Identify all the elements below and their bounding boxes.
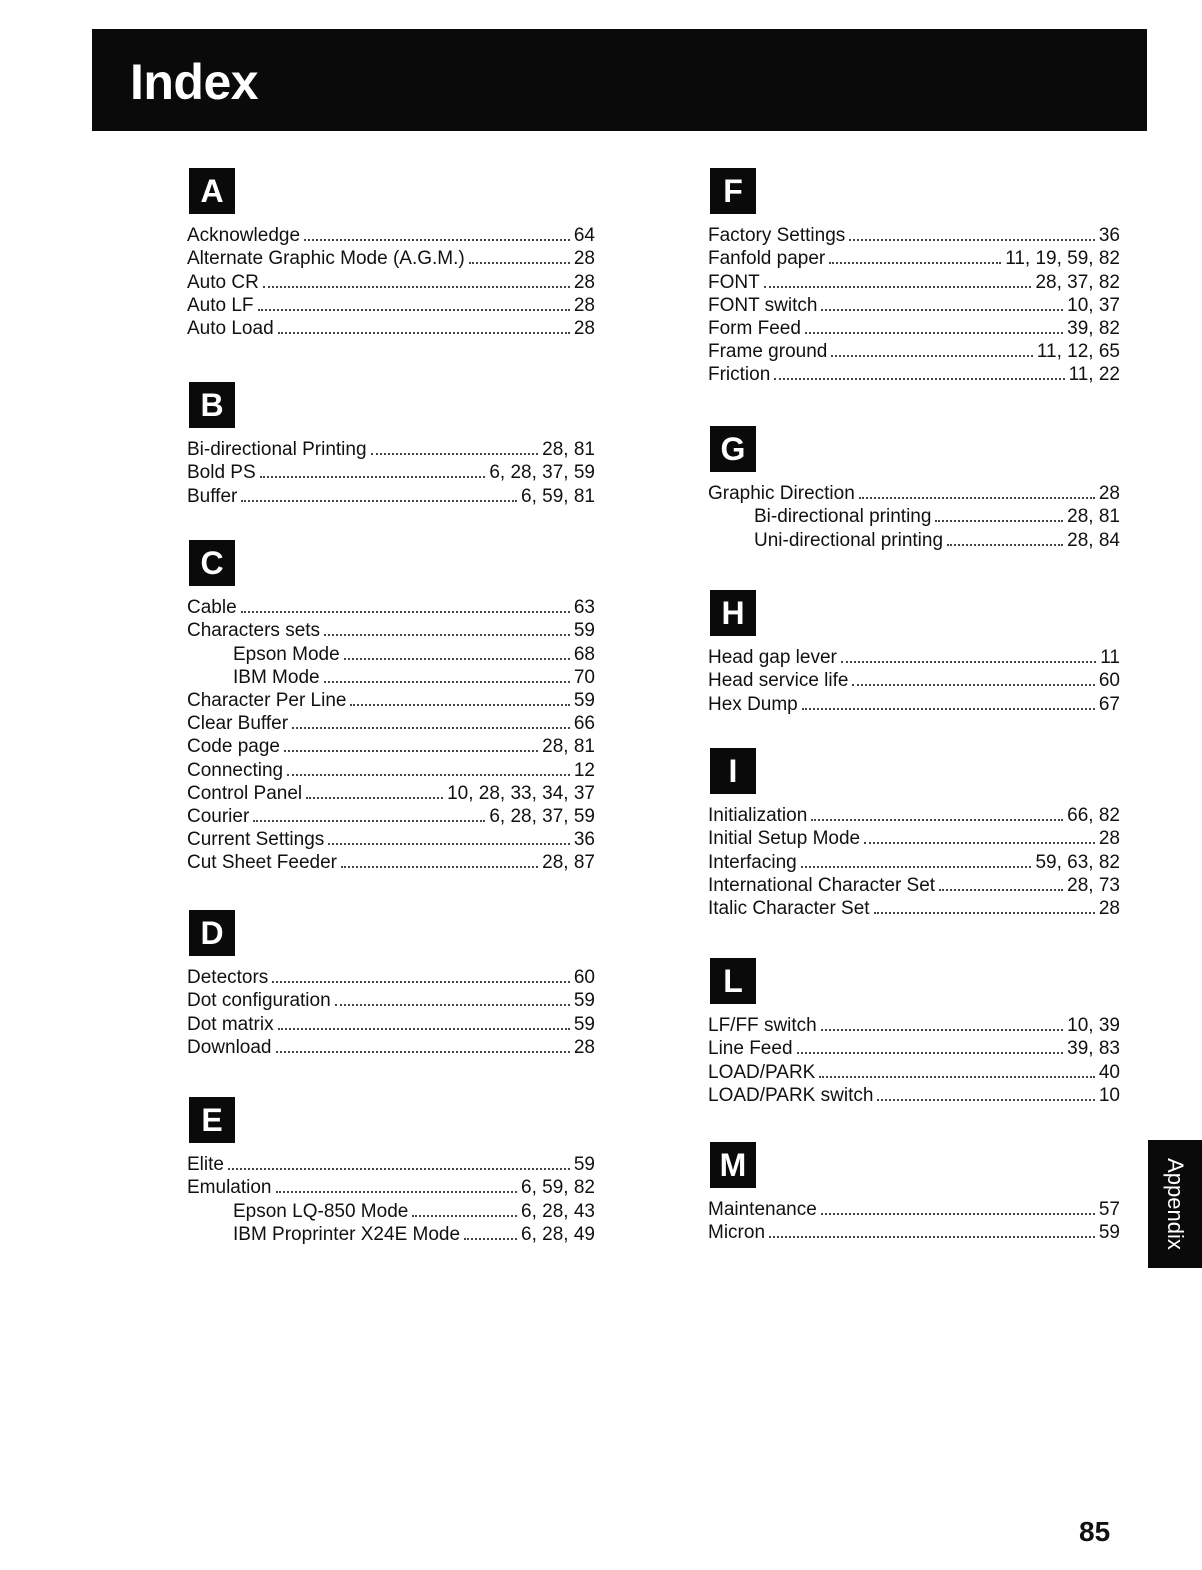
entry-pages: 6, 28, 43 (521, 1200, 595, 1222)
entry-label: LOAD/PARK (708, 1061, 816, 1083)
dot-leader (469, 262, 570, 264)
entry-label: Download (187, 1036, 272, 1058)
index-entry (708, 1014, 1120, 1037)
dot-leader (341, 866, 538, 868)
index-entry (708, 363, 1120, 386)
dot-leader (831, 355, 1033, 357)
entry-pages: 28 (1098, 483, 1120, 505)
entry-label: International Character Set (708, 874, 936, 896)
dot-leader (841, 661, 1096, 663)
entry-pages: 28 (1098, 828, 1120, 850)
index-entry (708, 340, 1120, 363)
entry-pages: 66, 82 (1067, 805, 1120, 827)
entry-label: Fanfold paper (708, 248, 826, 270)
index-entry (187, 596, 595, 619)
section-letter: C (189, 540, 235, 586)
dot-leader (228, 1168, 570, 1170)
index-entry-list (187, 596, 595, 874)
entry-label: Epson Mode (233, 643, 340, 665)
entry-label: IBM Proprinter X24E Mode (233, 1223, 461, 1245)
dot-leader (350, 704, 569, 706)
entry-label: Dot configuration (187, 990, 331, 1012)
dot-leader (939, 889, 1063, 891)
index-entry (708, 317, 1120, 340)
index-section-h (708, 590, 1120, 716)
dot-leader (324, 681, 570, 683)
index-entry (708, 247, 1120, 270)
entry-pages: 70 (573, 666, 595, 688)
dot-leader (278, 332, 570, 334)
dot-leader (864, 842, 1095, 844)
index-entry-list (187, 1153, 595, 1246)
entry-label: Graphic Direction (708, 483, 855, 505)
dot-leader (260, 476, 486, 478)
index-section-e (187, 1097, 595, 1246)
index-entry (708, 1084, 1120, 1107)
index-section-b (187, 382, 595, 508)
index-entry (187, 1036, 595, 1059)
entry-label: FONT switch (708, 294, 818, 316)
index-section-l (708, 958, 1120, 1107)
entry-label: Elite (187, 1154, 224, 1176)
entry-pages: 12 (573, 759, 595, 781)
dot-leader (328, 843, 570, 845)
index-entry (187, 224, 595, 247)
section-letter: D (189, 910, 235, 956)
entry-pages: 28, 81 (1067, 506, 1120, 528)
entry-label: IBM Mode (233, 666, 320, 688)
dot-leader (947, 544, 1063, 546)
entry-pages: 11, 19, 59, 82 (1005, 248, 1120, 270)
dot-leader (874, 912, 1095, 914)
entry-label: Micron (708, 1222, 766, 1244)
entry-pages: 28, 81 (542, 736, 595, 758)
entry-pages: 67 (1098, 693, 1120, 715)
entry-pages: 28 (573, 248, 595, 270)
dot-leader (935, 520, 1063, 522)
index-entry (187, 642, 595, 665)
dot-leader (464, 1238, 517, 1240)
index-section-a (187, 168, 595, 340)
index-entry (708, 1037, 1120, 1060)
entry-label: Initial Setup Mode (708, 828, 861, 850)
dot-leader (852, 684, 1094, 686)
index-entry-list (708, 646, 1120, 716)
entry-pages: 36 (573, 829, 595, 851)
index-section-i (708, 748, 1120, 920)
entry-label: Bi-directional printing (754, 506, 932, 528)
entry-label: Hex Dump (708, 693, 798, 715)
dot-leader (278, 1028, 570, 1030)
entry-pages: 59 (573, 990, 595, 1012)
dot-leader (805, 332, 1063, 334)
index-section-m (708, 1142, 1120, 1244)
index-entry (708, 669, 1120, 692)
index-entry (187, 484, 595, 507)
dot-leader (276, 1051, 570, 1053)
entry-label: Characters sets (187, 620, 321, 642)
dot-leader (801, 866, 1032, 868)
entry-label: Uni-directional printing (754, 529, 944, 551)
index-entry-list (187, 438, 595, 508)
entry-pages: 6, 28, 37, 59 (489, 805, 595, 827)
dot-leader (272, 981, 570, 983)
entry-pages: 40 (1098, 1061, 1120, 1083)
entry-label: Italic Character Set (708, 897, 870, 919)
entry-label: Current Settings (187, 829, 325, 851)
entry-label: Friction (708, 364, 771, 386)
entry-pages: 57 (1098, 1199, 1120, 1221)
index-entry (708, 874, 1120, 897)
index-entry (187, 461, 595, 484)
page-number: 85 (1079, 1516, 1111, 1547)
index-entry-list (708, 224, 1120, 386)
dot-leader (287, 774, 570, 776)
entry-pages: 59 (1098, 1222, 1120, 1244)
entry-label: Cut Sheet Feeder (187, 852, 337, 874)
section-letter: H (710, 590, 756, 636)
dot-leader (304, 239, 570, 241)
entry-label: Emulation (187, 1177, 272, 1199)
index-entry (187, 619, 595, 642)
dot-leader (263, 286, 570, 288)
entry-pages: 59 (573, 1154, 595, 1176)
side-tab-label: Appendix (1163, 1158, 1188, 1250)
index-entry (187, 689, 595, 712)
index-entry (708, 294, 1120, 317)
section-letter: B (189, 382, 235, 428)
index-entry-list (187, 224, 595, 340)
entry-pages: 10 (1098, 1084, 1120, 1106)
entry-label: Epson LQ-850 Mode (233, 1200, 409, 1222)
index-entry-list (708, 1014, 1120, 1107)
index-entry (187, 851, 595, 874)
dot-leader (335, 1004, 570, 1006)
dot-leader (253, 820, 485, 822)
entry-pages: 28, 73 (1067, 874, 1120, 896)
entry-label: Cable (187, 597, 237, 619)
entry-pages: 6, 59, 82 (521, 1177, 595, 1199)
index-entry (187, 294, 595, 317)
entry-pages: 59 (573, 689, 595, 711)
index-entry-list (187, 966, 595, 1059)
entry-pages: 28, 87 (542, 852, 595, 874)
index-entry (187, 712, 595, 735)
index-entry (187, 966, 595, 989)
dot-leader (849, 239, 1095, 241)
dot-leader (811, 819, 1063, 821)
index-entry (708, 1198, 1120, 1221)
index-entry (187, 666, 595, 689)
entry-pages: 28, 37, 82 (1035, 271, 1120, 293)
index-entry (708, 646, 1120, 669)
entry-label: Bi-directional Printing (187, 439, 367, 461)
index-entry (187, 758, 595, 781)
entry-label: Alternate Graphic Mode (A.G.M.) (187, 248, 465, 270)
entry-pages: 10, 37 (1067, 294, 1120, 316)
entry-label: Initialization (708, 805, 808, 827)
section-letter: M (710, 1142, 756, 1188)
index-entry (187, 735, 595, 758)
entry-pages: 59 (573, 620, 595, 642)
entry-pages: 63 (573, 597, 595, 619)
index-entry (187, 1176, 595, 1199)
entry-pages: 59 (573, 1013, 595, 1035)
dot-leader (764, 286, 1032, 288)
entry-label: Code page (187, 736, 280, 758)
entry-pages: 28 (573, 271, 595, 293)
index-entry (187, 1153, 595, 1176)
entry-label: Line Feed (708, 1038, 793, 1060)
index-entry-list (708, 1198, 1120, 1244)
index-entry (708, 1221, 1120, 1244)
entry-label: Auto LF (187, 294, 254, 316)
dot-leader (774, 378, 1064, 380)
entry-pages: 28 (1098, 897, 1120, 919)
entry-pages: 11 (1100, 647, 1120, 669)
entry-label: Frame ground (708, 341, 828, 363)
dot-leader (306, 797, 443, 799)
entry-pages: 60 (573, 967, 595, 989)
index-entry (708, 827, 1120, 850)
dot-leader (821, 1213, 1095, 1215)
dot-leader (802, 708, 1095, 710)
entry-label: Form Feed (708, 317, 801, 339)
entry-label: Head gap lever (708, 647, 837, 669)
section-letter: L (710, 958, 756, 1004)
dot-leader (821, 309, 1063, 311)
index-entry (708, 505, 1120, 528)
entry-pages: 11, 12, 65 (1036, 341, 1120, 363)
dot-leader (877, 1099, 1094, 1101)
dot-leader (769, 1236, 1095, 1238)
entry-pages: 28, 81 (542, 439, 595, 461)
dot-leader (292, 727, 570, 729)
entry-label: LF/FF switch (708, 1015, 817, 1037)
dot-leader (276, 1191, 518, 1193)
entry-label: Connecting (187, 759, 284, 781)
index-entry (187, 828, 595, 851)
index-entry (187, 805, 595, 828)
index-entry (187, 1012, 595, 1035)
dot-leader (859, 497, 1095, 499)
index-entry (708, 224, 1120, 247)
index-entry (187, 438, 595, 461)
section-letter: F (710, 168, 756, 214)
dot-leader (344, 658, 570, 660)
index-entry (187, 1199, 595, 1222)
entry-pages: 39, 83 (1067, 1038, 1120, 1060)
index-entry (708, 850, 1120, 873)
entry-pages: 28 (573, 294, 595, 316)
entry-pages: 28, 84 (1067, 529, 1120, 551)
section-letter: A (189, 168, 235, 214)
section-letter: E (189, 1097, 235, 1143)
index-entry (708, 528, 1120, 551)
dot-leader (821, 1029, 1063, 1031)
entry-label: Bold PS (187, 462, 256, 484)
index-entry (187, 270, 595, 293)
dot-leader (797, 1052, 1064, 1054)
dot-leader (284, 750, 538, 752)
entry-pages: 66 (573, 713, 595, 735)
index-entry (708, 897, 1120, 920)
index-entry (708, 804, 1120, 827)
dot-leader (258, 309, 570, 311)
index-section-g (708, 426, 1120, 552)
dot-leader (241, 500, 517, 502)
entry-pages: 68 (573, 643, 595, 665)
entry-label: Acknowledge (187, 225, 301, 247)
index-title-bar (92, 29, 1147, 131)
entry-label: Interfacing (708, 851, 797, 873)
dot-leader (324, 634, 570, 636)
section-letter: I (710, 748, 756, 794)
entry-label: Head service life (708, 670, 849, 692)
index-section-f (708, 168, 1120, 386)
index-section-c (187, 540, 595, 874)
index-entry (708, 270, 1120, 293)
entry-pages: 39, 82 (1067, 317, 1120, 339)
entry-label: Auto Load (187, 317, 274, 339)
entry-label: Dot matrix (187, 1013, 274, 1035)
entry-pages: 6, 59, 81 (521, 485, 595, 507)
entry-pages: 28 (573, 1036, 595, 1058)
index-section-d (187, 910, 595, 1059)
index-entry (187, 317, 595, 340)
page-title: Index (130, 54, 259, 110)
entry-pages: 10, 39 (1067, 1015, 1120, 1037)
index-entry-list (708, 804, 1120, 920)
index-entry-list (708, 482, 1120, 552)
dot-leader (371, 453, 539, 455)
index-entry (187, 247, 595, 270)
entry-pages: 64 (573, 225, 595, 247)
index-entry (187, 782, 595, 805)
appendix-side-tab (1148, 1140, 1202, 1268)
entry-label: Auto CR (187, 271, 259, 293)
entry-label: Control Panel (187, 782, 303, 804)
index-entry (708, 692, 1120, 715)
entry-label: Factory Settings (708, 225, 846, 247)
entry-pages: 59, 63, 82 (1035, 851, 1120, 873)
dot-leader (412, 1215, 517, 1217)
section-letter: G (710, 426, 756, 472)
entry-pages: 36 (1098, 225, 1120, 247)
entry-pages: 10, 28, 33, 34, 37 (447, 782, 595, 804)
dot-leader (819, 1076, 1095, 1078)
entry-pages: 28 (573, 317, 595, 339)
entry-label: Maintenance (708, 1199, 817, 1221)
entry-label: Clear Buffer (187, 713, 289, 735)
index-entry (708, 1060, 1120, 1083)
index-entry (187, 1223, 595, 1246)
entry-pages: 60 (1098, 670, 1120, 692)
entry-pages: 6, 28, 37, 59 (489, 462, 595, 484)
dot-leader (241, 611, 570, 613)
entry-label: Detectors (187, 967, 269, 989)
index-entry (187, 989, 595, 1012)
dot-leader (829, 262, 1001, 264)
entry-label: FONT (708, 271, 760, 293)
entry-label: Buffer (187, 485, 238, 507)
entry-pages: 11, 22 (1068, 364, 1120, 386)
entry-label: Character Per Line (187, 689, 347, 711)
index-entry (708, 482, 1120, 505)
entry-pages: 6, 28, 49 (521, 1223, 595, 1245)
entry-label: LOAD/PARK switch (708, 1084, 874, 1106)
entry-label: Courier (187, 805, 250, 827)
